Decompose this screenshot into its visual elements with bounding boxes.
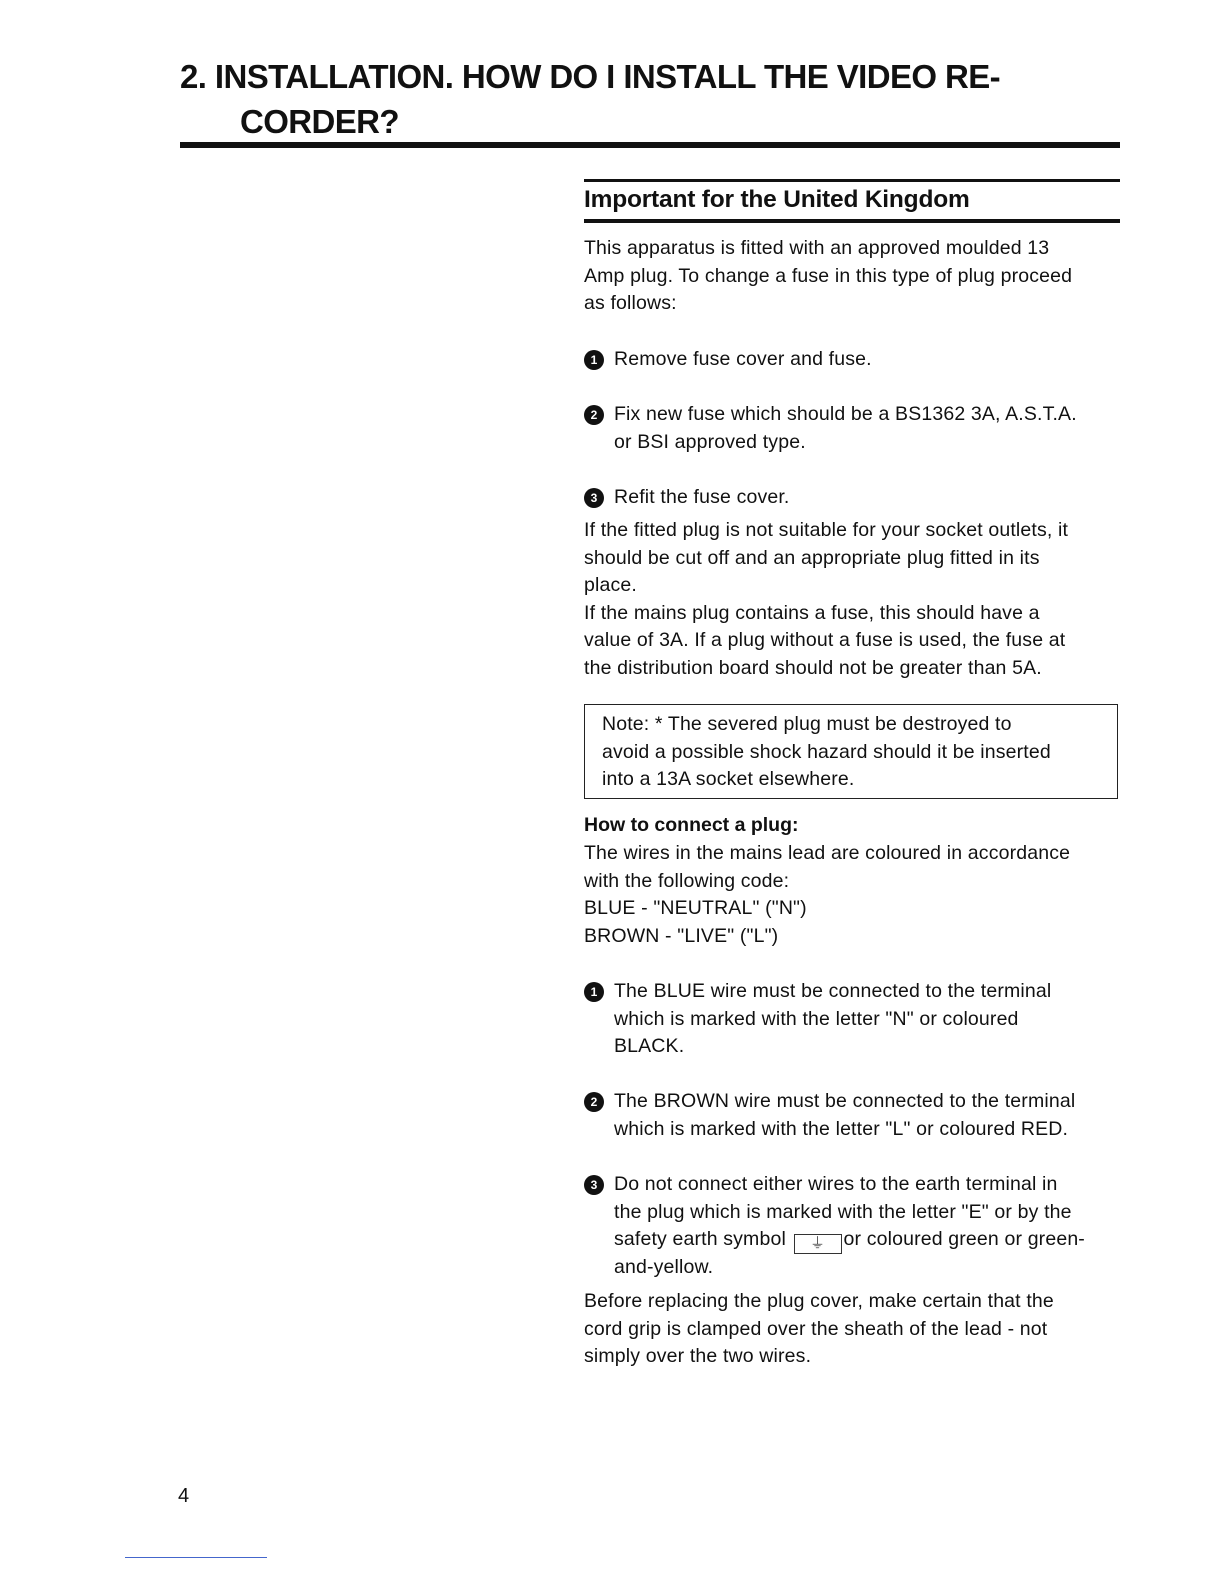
step-number-icon: 2 (584, 1092, 604, 1112)
section-heading: Important for the United Kingdom (584, 186, 970, 213)
step-number-icon: 1 (584, 982, 604, 1002)
fuse-step-2: 2 Fix new fuse which should be a BS1362 3A, A.S.T.A. or BSI approved type. (584, 401, 1124, 456)
note-text: Note: * The severed plug must be destroyed to avoid a possible shock hazard should it be inserted into a 13A socket elsewhere. (602, 713, 1051, 791)
wire-step-2: 2 The BROWN wire must be connected to the terminal which is marked with the letter "L" or coloured RED. (584, 1088, 1124, 1143)
step-number-icon: 3 (584, 488, 604, 508)
earth-symbol-icon: ⏚ (794, 1234, 842, 1254)
chapter-title-line2: CORDER? (240, 103, 399, 140)
fuse-step-1: 1 Remove fuse cover and fuse. (584, 346, 1124, 374)
intro-paragraph: This apparatus is fitted with an approved moulded 13 Amp plug. To change a fuse in this type of plug proceed as follows: (584, 237, 1073, 315)
chapter-title-line1: 2. INSTALLATION. HOW DO I INSTALL THE VIDEO RE- (180, 58, 1001, 95)
section-bottom-rule (584, 219, 1120, 223)
scan-artifact-line (125, 1557, 267, 1558)
title-rule (180, 142, 1120, 148)
step-number-icon: 3 (584, 1175, 604, 1195)
plug-paragraph: If the fitted plug is not suitable for your socket outlets, it should be cut off and an appropriate plug fitted in its place. If the mains plug contains a fuse, this should have a value of 3A. If a plug without a fuse is used, the fuse at the distribution board should not be greater than 5A. (584, 519, 1069, 679)
final-paragraph: Before replacing the plug cover, make certain that the cord grip is clamped over the sheath of the lead - not simply over the two wires. (584, 1290, 1054, 1368)
connect-heading: How to connect a plug: (584, 814, 799, 836)
note-box (584, 704, 1118, 799)
section-top-rule (584, 179, 1120, 182)
fuse-step-3: 3 Refit the fuse cover. (584, 484, 1124, 512)
wire-code-paragraph: The wires in the mains lead are coloured in accordance with the following code: BLUE - "NEUTRAL" ("N") BROWN - "LIVE" ("L") (584, 842, 1071, 947)
step-number-icon: 2 (584, 405, 604, 425)
wire-step-3: 3 Do not connect either wires to the earth terminal in the plug which is marked with the letter "E" or by the safety earth symbol ⏚ or coloured green or green- and-yellow. (584, 1171, 1124, 1282)
wire-step-1: 1 The BLUE wire must be connected to the terminal which is marked with the letter "N" or coloured BLACK. (584, 978, 1124, 1061)
page-number: 4 (178, 1485, 190, 1507)
step-number-icon: 1 (584, 350, 604, 370)
